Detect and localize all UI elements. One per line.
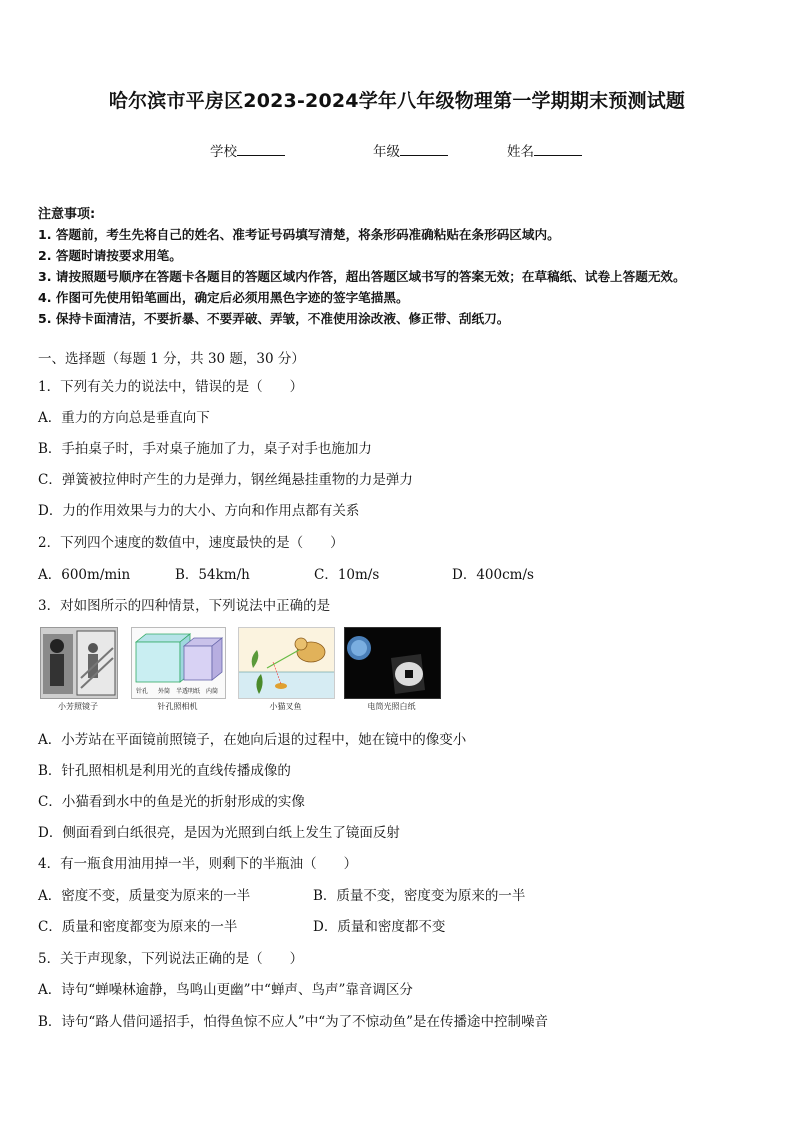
q4-stem: 4．有一瓶食用油用掉一半，则剩下的半瓶油（ ） [38, 856, 358, 872]
q2-option-d: D．400cm/s [452, 567, 534, 583]
cat-fishing-picture [238, 627, 335, 699]
school-field [210, 140, 285, 160]
caption-pinhole-camera: 针孔照相机 [157, 702, 198, 711]
q2-option-a: A．600m/min [38, 567, 131, 583]
q1-option-c: C．弹簧被拉伸时产生的力是弹力，钢丝绳悬挂重物的力是弹力 [38, 472, 413, 488]
grade-field [373, 140, 448, 160]
q4-option-b: B．质量不变，密度变为原来的一半 [313, 888, 526, 904]
notice-item-2: 2. 答题时请按要求用笔。 [38, 248, 182, 263]
q3-option-a: A．小芳站在平面镜前照镜子，在她向后退的过程中，她在镜中的像变小 [38, 732, 467, 748]
grade-label: 年级 [373, 144, 400, 160]
q2-stem: 2．下列四个速度的数值中，速度最快的是（ ） [38, 535, 344, 551]
q4-option-d: D．质量和密度都不变 [313, 919, 446, 935]
notice-heading: 注意事项: [38, 207, 96, 222]
label-pinhole: 针孔 [136, 688, 149, 695]
q3-option-d: D．侧面看到白纸很亮，是因为光照到白纸上发生了镜面反射 [38, 825, 400, 841]
q1-option-b: B．手拍桌子时，手对桌子施加了力，桌子对手也施加力 [38, 441, 372, 457]
page-title: 哈尔滨市平房区2023-2024学年八年级物理第一学期期末预测试题 [108, 90, 686, 112]
cat-fishing-illustration [239, 628, 334, 698]
q2-option-b: B．54km/h [175, 567, 250, 583]
notice-item-4: 4. 作图可先使用铅笔画出，确定后必须用黑色字迹的签字笔描黑。 [38, 290, 409, 305]
caption-mirror: 小芳照镜子 [58, 702, 98, 711]
q3-stem: 3．对如图所示的四种情景，下列说法中正确的是 [38, 598, 331, 614]
flashlight-illustration [345, 628, 440, 698]
grade-blank[interactable] [400, 143, 448, 156]
q4-option-c: C．质量和密度都变为原来的一半 [38, 919, 238, 935]
pinhole-camera-diagram [131, 627, 226, 699]
notice-item-3: 3. 请按照题号顺序在答题卡各题目的答题区域内作答，超出答题区域书写的答案无效；在草稿纸、试卷上答题无效。 [38, 269, 686, 284]
q5-stem: 5．关于声现象，下列说法正确的是（ ） [38, 951, 304, 967]
label-translucent-paper: 半透明纸 [176, 688, 201, 695]
q3-option-b: B．针孔照相机是利用光的直线传播成像的 [38, 763, 291, 779]
label-inner-tube: 内筒 [206, 688, 219, 695]
mirror-illustration [41, 628, 117, 698]
q3-option-c: C．小猫看到水中的鱼是光的折射形成的实像 [38, 794, 305, 810]
q5-option-a: A．诗句“蝉噪林逾静，鸟鸣山更幽”中“蝉声、鸟声”靠音调区分 [38, 982, 413, 998]
q4-option-a: A．密度不变，质量变为原来的一半 [38, 888, 251, 904]
mirror-photo [40, 627, 118, 699]
q5-option-b: B．诗句“路人借问遥招手，怕得鱼惊不应人”中“为了不惊动鱼”是在传播途中控制噪音 [38, 1014, 549, 1030]
notice-item-5: 5. 保持卡面清洁，不要折暴、不要弄破、弄皱，不准使用涂改液、修正带、刮纸刀。 [38, 311, 510, 326]
school-blank[interactable] [237, 143, 285, 156]
q2-option-c: C．10m/s [314, 567, 380, 583]
caption-cat-fishing: 小猫叉鱼 [269, 702, 302, 711]
label-outer-tube: 外筒 [158, 688, 171, 695]
q1-stem: 1．下列有关力的说法中，错误的是（ ） [38, 379, 304, 395]
flashlight-photo [344, 627, 441, 699]
q1-option-d: D．力的作用效果与力的大小、方向和作用点都有关系 [38, 503, 360, 519]
caption-flashlight: 电筒光照白纸 [367, 702, 416, 711]
section-heading: 一、选择题（每题 1 分，共 30 题，30 分） [38, 351, 305, 367]
notice-item-1: 1. 答题前，考生先将自己的姓名、准考证号码填写清楚，将条形码准确粘贴在条形码区域内。 [38, 227, 560, 242]
school-label: 学校 [210, 144, 237, 160]
q1-option-a: A．重力的方向总是垂直向下 [38, 410, 210, 426]
name-blank[interactable] [534, 143, 582, 156]
name-field [507, 140, 582, 160]
name-label: 姓名 [507, 144, 534, 160]
